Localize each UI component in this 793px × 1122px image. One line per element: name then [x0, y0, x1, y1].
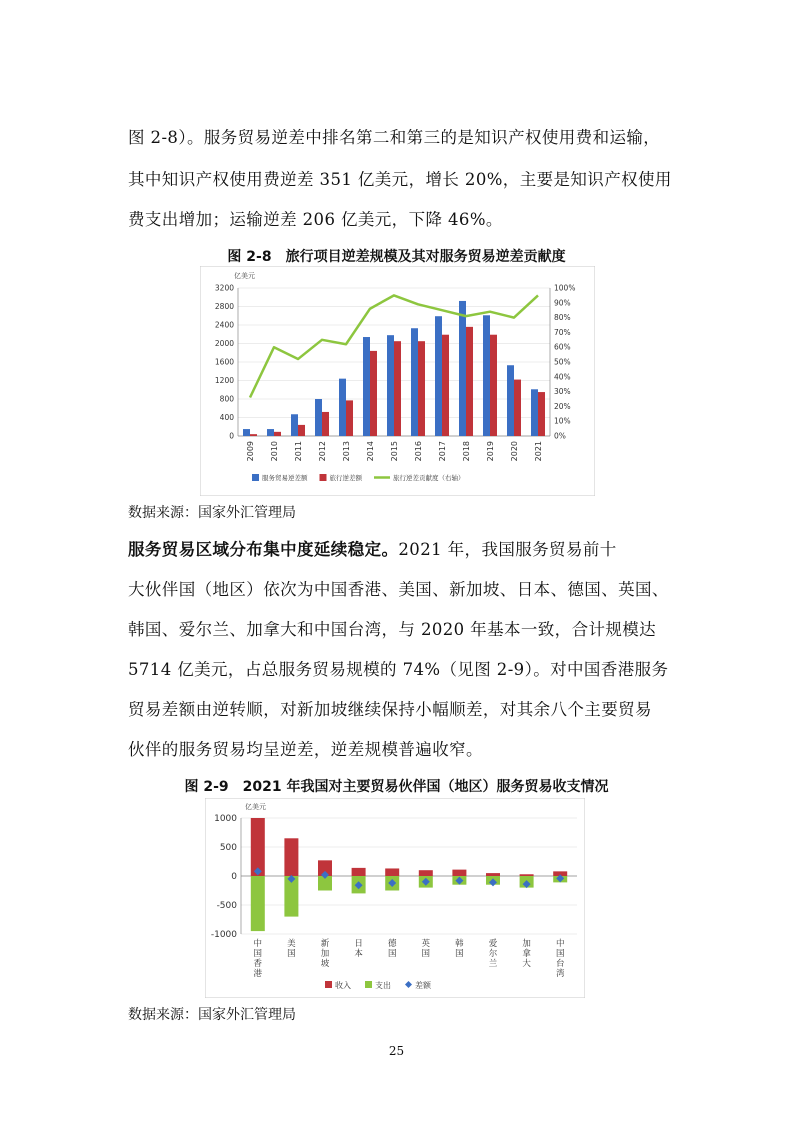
y2-tick-label: 20% — [554, 401, 571, 411]
bar-income — [251, 818, 265, 876]
bar-services-deficit — [315, 399, 322, 436]
y2-tick-label: 40% — [554, 372, 571, 382]
x-tick-label: 2021 — [534, 441, 543, 462]
legend-label: 旅行逆差额 — [329, 474, 362, 482]
x-tick-label-char: 日 — [354, 939, 363, 949]
figure-2-9-source: 数据来源：国家外汇管理局 — [128, 1007, 296, 1023]
y-tick-label: 2400 — [214, 320, 234, 330]
y-tick-label: 2800 — [214, 302, 234, 311]
x-tick-label-char: 加 — [522, 939, 531, 949]
y-tick-label: 400 — [219, 413, 234, 422]
y-tick-label: -500 — [216, 901, 237, 911]
bar-services-deficit — [507, 365, 514, 436]
legend-swatch — [365, 981, 372, 988]
bar-travel-deficit — [274, 432, 281, 436]
y-tick-label: 500 — [219, 843, 237, 853]
y2-tick-label: 80% — [554, 313, 571, 323]
x-tick-label-char: 韩 — [455, 939, 464, 949]
x-tick-label-char: 大 — [522, 959, 531, 969]
bar-income — [520, 874, 534, 876]
bar-services-deficit — [387, 335, 394, 436]
y-tick-label: 0 — [229, 431, 234, 441]
x-tick-label-char: 兰 — [488, 959, 498, 969]
text-line: 费支出增加；运输逆差 206 亿美元，下降 46%。 — [128, 210, 503, 229]
y-tick-label: 1600 — [214, 357, 234, 367]
bar-services-deficit — [531, 389, 538, 436]
text-line: 韩国、爱尔兰、加拿大和中国台湾，与 2020 年基本一致，合计规模达 — [128, 620, 657, 639]
bar-travel-deficit — [418, 341, 425, 436]
bar-travel-deficit — [490, 335, 497, 436]
x-tick-label: 2010 — [270, 441, 279, 462]
x-tick-label-char: 本 — [354, 949, 363, 959]
legend-swatch — [320, 474, 327, 481]
text-line: 伙伴的服务贸易均呈逆差，逆差规模普遍收窄。 — [128, 740, 483, 759]
x-tick-label-char: 英 — [421, 939, 431, 949]
x-tick-label: 2012 — [318, 441, 327, 462]
x-tick-label-char: 香 — [253, 959, 263, 969]
bar-income — [486, 873, 500, 876]
x-tick-label: 2009 — [246, 441, 255, 462]
x-tick-label-char: 湾 — [555, 969, 565, 979]
legend-label: 支出 — [375, 981, 391, 990]
paragraph-2-lead: 服务贸易区域分布集中度延续稳定。 — [128, 540, 399, 559]
bar-services-deficit — [435, 316, 442, 436]
x-tick-label-char: 坡 — [320, 959, 330, 969]
bar-income — [452, 870, 466, 876]
x-tick-label-char: 加 — [320, 949, 330, 959]
bar-income — [284, 838, 298, 876]
text-line: 大伙伴国（地区）依次为中国香港、美国、新加坡、日本、德国、英国、 — [128, 580, 669, 599]
x-tick-label-char: 中 — [253, 939, 263, 949]
figure-2-8-title: 图 2-8 旅行项目逆差规模及其对服务贸易逆差贡献度 — [227, 249, 566, 265]
text-line — [128, 534, 688, 566]
bar-services-deficit — [243, 429, 250, 436]
x-tick-label: 2020 — [510, 441, 519, 462]
text-line: 贸易差额由逆转顺，对新加坡继续保持小幅顺差，对其余八个主要贸易 — [128, 700, 652, 719]
bar-travel-deficit — [442, 335, 449, 436]
y-tick-label: -1000 — [210, 930, 237, 940]
travel-deficit-chart — [200, 266, 595, 496]
text-line: 图 2-8）。服务贸易逆差中排名第二和第三的是知识产权使用费和运输， — [128, 128, 661, 147]
y-axis-unit: 亿美元 — [234, 272, 255, 280]
bar-travel-deficit — [466, 327, 473, 436]
y-tick-label: 1200 — [214, 376, 234, 385]
y2-tick-label: 70% — [554, 327, 571, 337]
x-tick-label-char: 美 — [287, 939, 296, 949]
bar-travel-deficit — [370, 351, 377, 436]
legend-label: 收入 — [335, 981, 351, 990]
bar-services-deficit — [459, 301, 466, 436]
text-line: 5714 亿美元，占总服务贸易规模的 74%（见图 2-9）。对中国香港服务 — [128, 660, 669, 679]
legend-label: 旅行逆差贡献度（右轴） — [393, 474, 465, 482]
y2-tick-label: 10% — [554, 416, 571, 426]
x-tick-label-char: 爱 — [488, 939, 498, 949]
trade-partners-chart — [205, 798, 585, 998]
x-tick-label-char: 德 — [387, 939, 397, 949]
x-tick-label: 2013 — [342, 441, 351, 462]
x-tick-label-char: 中 — [555, 939, 565, 949]
x-tick-label-char: 国 — [287, 949, 296, 959]
bar-income — [385, 868, 399, 876]
bar-services-deficit — [483, 315, 490, 436]
x-tick-label: 2019 — [486, 441, 495, 462]
legend-label: 服务贸易逆差额 — [262, 474, 308, 482]
bar-services-deficit — [339, 379, 346, 436]
y2-tick-label: 50% — [554, 357, 571, 367]
y-tick-label: 0 — [231, 872, 237, 882]
page-number: 25 — [388, 1044, 405, 1058]
x-tick-label-char: 国 — [421, 949, 431, 959]
y-tick-label: 1000 — [214, 814, 237, 824]
y-tick-label: 800 — [219, 394, 234, 404]
bar-services-deficit — [363, 337, 370, 436]
bar-travel-deficit — [250, 434, 257, 436]
x-tick-label-char: 国 — [455, 949, 464, 959]
legend-label: 差额 — [415, 981, 431, 990]
y-axis-unit: 亿美元 — [245, 803, 266, 811]
x-tick-label: 2015 — [390, 441, 399, 462]
figure-2-8-source: 数据来源：国家外汇管理局 — [128, 505, 296, 521]
x-tick-label-char: 港 — [253, 969, 263, 979]
bar-expenditure — [251, 876, 265, 931]
x-tick-label: 2011 — [294, 441, 303, 462]
figure-2-9-title: 图 2-9 2021 年我国对主要贸易伙伴国（地区）服务贸易收支情况 — [184, 779, 609, 795]
x-tick-label: 2016 — [414, 441, 423, 462]
x-tick-label-char: 拿 — [522, 949, 531, 959]
y2-tick-label: 90% — [554, 298, 571, 308]
bar-income — [352, 868, 366, 876]
bar-travel-deficit — [322, 412, 329, 436]
x-tick-label-char: 国 — [253, 949, 263, 959]
x-tick-label-char: 尔 — [488, 949, 498, 959]
y2-tick-label: 0% — [554, 431, 566, 441]
y-tick-label: 3200 — [214, 283, 234, 293]
legend-swatch — [252, 474, 259, 481]
bar-services-deficit — [291, 414, 298, 436]
bar-income — [419, 870, 433, 876]
x-tick-label-char: 台 — [555, 959, 565, 969]
bar-services-deficit — [267, 429, 274, 436]
bar-services-deficit — [411, 328, 418, 436]
x-tick-label-char: 新 — [320, 939, 330, 949]
x-tick-label-char: 国 — [387, 949, 397, 959]
y2-tick-label: 30% — [554, 387, 571, 397]
y2-tick-label: 60% — [554, 342, 571, 352]
x-tick-label-char: 国 — [555, 949, 565, 959]
bar-travel-deficit — [538, 392, 545, 436]
paragraph-2-line-1: 2021 年，我国服务贸易前十 — [398, 540, 617, 559]
y-tick-label: 2000 — [214, 339, 234, 348]
y2-tick-label: 100% — [554, 283, 576, 293]
bar-travel-deficit — [346, 400, 353, 436]
x-tick-label: 2017 — [438, 441, 447, 462]
x-tick-label: 2014 — [366, 441, 375, 462]
bar-travel-deficit — [298, 425, 305, 436]
text-line: 其中知识产权使用费逆差 351 亿美元，增长 20%，主要是知识产权使用 — [128, 170, 672, 189]
bar-travel-deficit — [394, 341, 401, 436]
legend-swatch — [325, 981, 332, 988]
x-tick-label: 2018 — [462, 441, 471, 462]
bar-travel-deficit — [514, 380, 521, 436]
